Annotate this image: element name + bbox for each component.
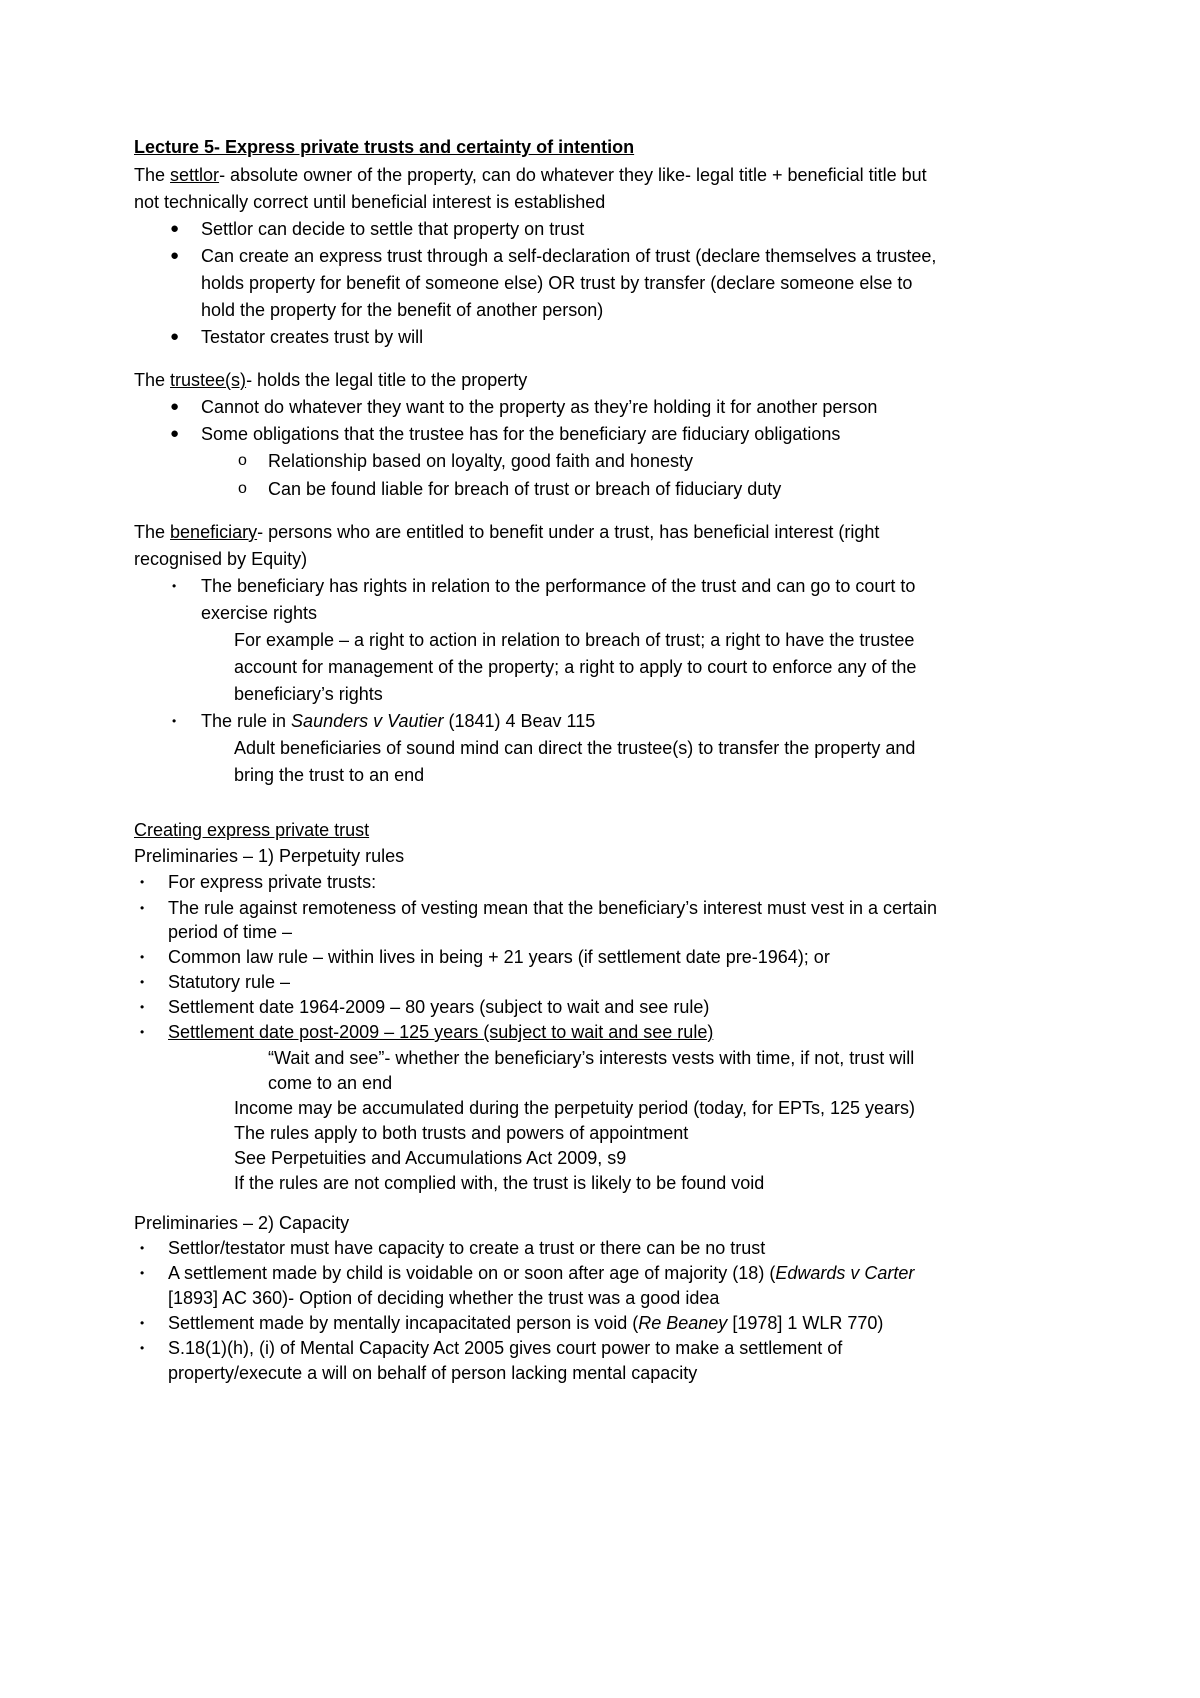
- beneficiary-prefix: The: [134, 522, 171, 542]
- bullet-marker: •: [140, 1241, 145, 1255]
- perpetuity-bullet-4: Statutory rule –: [168, 972, 291, 992]
- section-heading: Creating express private trust: [134, 820, 370, 840]
- bullet-marker: •: [140, 1316, 145, 1330]
- bullet-marker: ●: [170, 220, 180, 237]
- wait-and-see-text: “Wait and see”- whether the beneficiary’s interests vests with time, if not, trust will: [268, 1048, 915, 1068]
- capacity-bullet-3: [168, 1312, 883, 1334]
- settlor-term: settlor: [170, 165, 220, 185]
- case-name: Saunders v Vautier: [291, 711, 444, 731]
- case-citation: (1841) 4 Beav 115: [443, 711, 596, 731]
- perpetuity-bullet-6: Settlement date post-2009 – 125 years (subject to wait and see rule): [168, 1022, 714, 1042]
- perpetuity-note-1: Income may be accumulated during the perpetuity period (today, for EPTs, 125 years): [234, 1098, 916, 1118]
- beneficiary-paragraph: [134, 521, 879, 543]
- settlor-definition-cont: not technically correct until beneficial interest is established: [134, 192, 606, 212]
- case-citation: [1978] 1 WLR 770): [727, 1313, 884, 1333]
- perpetuity-note-4: If the rules are not complied with, the trust is likely to be found void: [234, 1173, 765, 1193]
- capacity-bullet-2: [168, 1262, 914, 1284]
- perpetuity-bullet-2: The rule against remoteness of vesting mean that the beneficiary’s interest must vest in a certain: [168, 898, 938, 918]
- bullet-marker: ●: [170, 398, 180, 415]
- trustee-definition: - holds the legal title to the property: [246, 370, 528, 390]
- preliminaries-2-heading: Preliminaries – 2) Capacity: [134, 1213, 350, 1233]
- page-title: Lecture 5- Express private trusts and certainty of intention: [134, 137, 635, 157]
- trustee-sub-bullet-1: Relationship based on loyalty, good faith and honesty: [268, 451, 693, 471]
- bullet-marker: ●: [170, 247, 180, 264]
- beneficiary-definition-cont: recognised by Equity): [134, 549, 308, 569]
- bullet-marker: •: [140, 975, 145, 989]
- trustee-prefix: The: [134, 370, 171, 390]
- bullet-marker: ●: [170, 328, 180, 345]
- settlor-definition: - absolute owner of the property, can do whatever they like- legal title + beneficial title but: [219, 165, 927, 185]
- capacity-bullet-1: Settlor/testator must have capacity to create a trust or there can be no trust: [168, 1238, 766, 1258]
- saunders-rule-text-cont: bring the trust to an end: [234, 765, 425, 785]
- capacity-bullet-4-cont: property/execute a will on behalf of person lacking mental capacity: [168, 1363, 698, 1383]
- case-name: Edwards v Carter: [775, 1263, 915, 1283]
- settlor-bullet-2-cont: holds property for benefit of someone else) OR trust by transfer (declare someone else to: [201, 273, 913, 293]
- bullet-marker: •: [140, 901, 145, 915]
- bullet-marker: •: [140, 1266, 145, 1280]
- settlor-prefix: The: [134, 165, 171, 185]
- perpetuity-bullet-2-cont: period of time –: [168, 922, 293, 942]
- capacity-text: Settlement made by mentally incapacitated person is void (: [168, 1313, 639, 1333]
- beneficiary-example-cont: account for management of the property; a right to apply to court to enforce any of the: [234, 657, 917, 677]
- bullet-marker: •: [140, 1341, 145, 1355]
- capacity-bullet-2-cont: [1893] AC 360)- Option of deciding whether the trust was a good idea: [168, 1288, 720, 1308]
- settlor-paragraph: [134, 164, 927, 186]
- wait-and-see-text-cont: come to an end: [268, 1073, 393, 1093]
- bullet-marker: •: [140, 1000, 145, 1014]
- perpetuity-bullet-1: For express private trusts:: [168, 872, 377, 892]
- bullet-marker: •: [172, 714, 177, 728]
- bullet-marker: •: [140, 1025, 145, 1039]
- beneficiary-example: For example – a right to action in relation to breach of trust; a right to have the trustee: [234, 630, 915, 650]
- settlor-bullet-2-cont: hold the property for the benefit of another person): [201, 300, 604, 320]
- trustee-sub-bullet-2: Can be found liable for breach of trust or breach of fiduciary duty: [268, 479, 782, 499]
- beneficiary-example-cont: beneficiary’s rights: [234, 684, 383, 704]
- perpetuity-note-3: See Perpetuities and Accumulations Act 2009, s9: [234, 1148, 627, 1168]
- beneficiary-bullet-1-cont: exercise rights: [201, 603, 318, 623]
- settlor-bullet-1: Settlor can decide to settle that property on trust: [201, 219, 585, 239]
- beneficiary-definition: - persons who are entitled to benefit under a trust, has beneficial interest (right: [257, 522, 880, 542]
- capacity-text: A settlement made by child is voidable on or soon after age of majority (18) (: [168, 1263, 776, 1283]
- trustee-bullet-1: Cannot do whatever they want to the property as they’re holding it for another person: [201, 397, 878, 417]
- trustee-bullet-2: Some obligations that the trustee has for the beneficiary are fiduciary obligations: [201, 424, 841, 444]
- case-name: Re Beaney: [638, 1313, 728, 1333]
- bullet-marker: •: [172, 579, 177, 593]
- saunders-rule-text: Adult beneficiaries of sound mind can direct the trustee(s) to transfer the property and: [234, 738, 916, 758]
- perpetuity-bullet-5: Settlement date 1964-2009 – 80 years (subject to wait and see rule): [168, 997, 710, 1017]
- settlor-bullet-3: Testator creates trust by will: [201, 327, 424, 347]
- beneficiary-bullet-2: [201, 710, 595, 732]
- settlor-bullet-2: Can create an express trust through a self-declaration of trust (declare themselves a trustee,: [201, 246, 937, 266]
- bullet-marker: ●: [170, 425, 180, 442]
- preliminaries-1-heading: Preliminaries – 1) Perpetuity rules: [134, 846, 405, 866]
- perpetuity-bullet-3: Common law rule – within lives in being + 21 years (if settlement date pre-1964); or: [168, 947, 830, 967]
- bullet-marker: •: [140, 875, 145, 889]
- sub-bullet-marker: o: [238, 480, 247, 497]
- trustee-paragraph: [134, 369, 527, 391]
- trustee-term: trustee(s): [170, 370, 247, 390]
- perpetuity-note-2: The rules apply to both trusts and powers of appointment: [234, 1123, 689, 1143]
- beneficiary-bullet-1: The beneficiary has rights in relation to the performance of the trust and can go to court to: [201, 576, 916, 596]
- bullet-marker: •: [140, 950, 145, 964]
- rule-prefix: The rule in: [201, 711, 292, 731]
- beneficiary-term: beneficiary: [170, 522, 258, 542]
- capacity-bullet-4: S.18(1)(h), (i) of Mental Capacity Act 2005 gives court power to make a settlement of: [168, 1338, 843, 1358]
- sub-bullet-marker: o: [238, 452, 247, 469]
